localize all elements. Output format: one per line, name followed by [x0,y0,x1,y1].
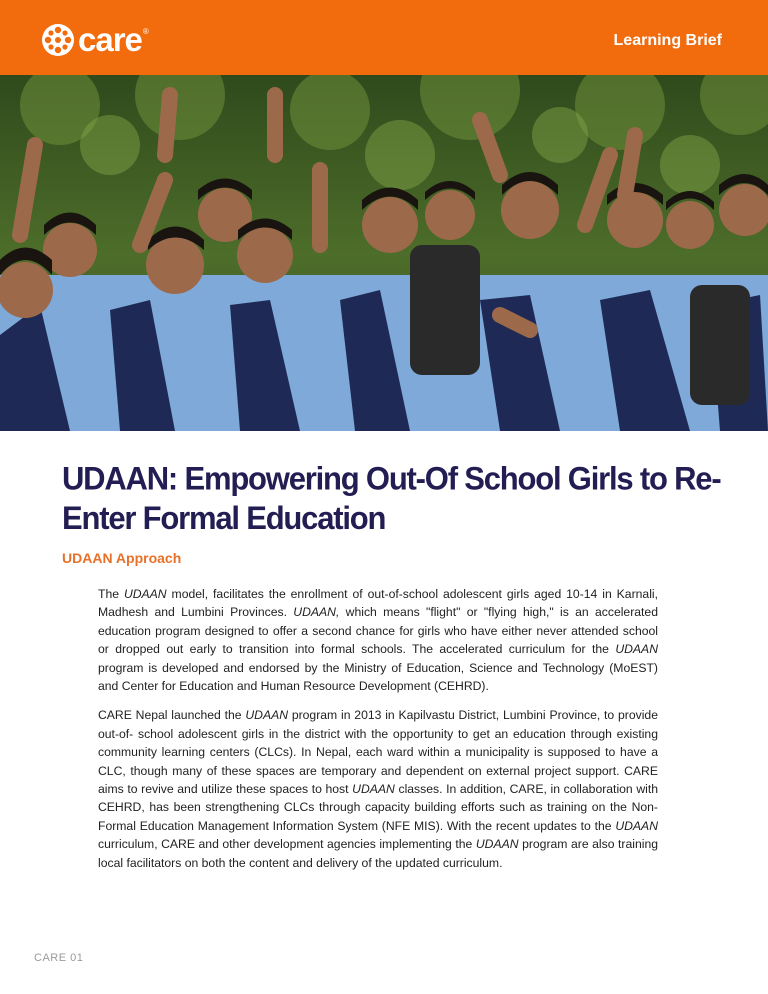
text-run: curriculum, CARE and other development agencies implementing the [98,837,476,852]
text-run: program is developed and endorsed by the Ministry of Education, Science and Technology (MoEST) and Center for Education and Human Resource Development (CEHRD). [98,660,658,694]
brand-name: care [78,21,142,58]
italic-term: UDAAN [245,708,289,723]
italic-term: UDAAN [475,837,519,852]
italic-term: UDAAN [123,587,167,601]
text-run: program in 2013 in Kapilvastu District, Lumbini Province, to provide out-of- school adolescent girls in the district with the opportunity to get an education through existing community learning centers (CLCs). In Nepal, each ward within a municipality is supposed to have a CLC, though many of these spaces are temporary and dependent on external project support. CARE aims to revive and utilize these spaces to host [98,708,658,797]
header-bar [0,0,768,75]
italic-term: UDAAN [615,818,658,833]
text-run: which means "flight" or "flying high," is an accelerated education program designed to offer a second chance for girls who have either never attended school or dropped out early to transition into formal schools. The accelerated curriculum for the [98,605,658,657]
registered-mark: ® [142,27,149,36]
learning-brief-label: Learning Brief [613,32,722,49]
text-run: program are also training local facilitators on both the content and delivery of the updated curriculum. [98,837,659,870]
italic-term: UDAAN [352,782,395,797]
care-logo-icon [41,23,75,57]
italic-term: UDAAN, [293,605,340,620]
text-run: CARE Nepal launched the [98,708,246,723]
care-logo [41,23,149,57]
group-of-schoolgirls-waving-photo [0,75,768,431]
text-run: The [98,587,124,601]
page-title: UDAAN: Empowering Out-Of School Girls to Re-Enter Formal Education [62,460,721,537]
paragraph-2 [98,706,658,872]
section-subtitle: UDAAN Approach [62,550,182,566]
page-footer: CARE 01 [34,952,84,964]
italic-term: UDAAN [615,642,658,657]
paragraph-1 [98,585,658,695]
hero-photo [0,75,768,431]
body-text [98,585,658,883]
text-run: model, facilitates the enrollment of out-of-school adolescent girls aged 10-14 in Karnali, Madhesh and Lumbini Provinces. [98,587,658,620]
text-run: classes. In addition, CARE, in collaboration with CEHRD, has been strengthening CLCs through capacity building efforts such as training on the Non-Formal Education Management Information System (NFE MIS). With the recent updates to the [98,782,659,833]
